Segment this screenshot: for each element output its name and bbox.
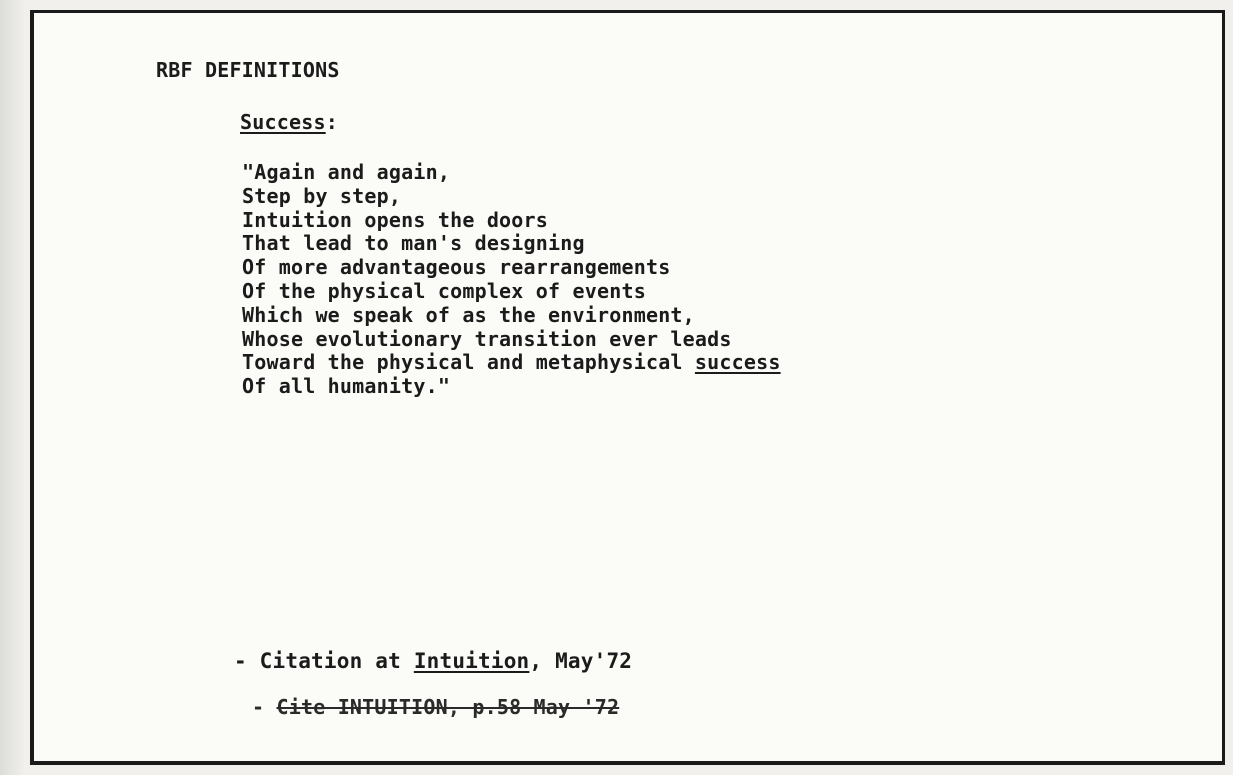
quote-line: Of all humanity."	[242, 374, 451, 399]
quote-line-text: Toward the physical and metaphysical	[242, 350, 695, 375]
quote-line: Step by step,	[242, 183, 402, 208]
quote-line: Intuition opens the doors	[242, 207, 549, 232]
citation-work: Intuition	[413, 649, 530, 673]
quote-line: Whose evolutionary transition ever leads	[242, 326, 732, 351]
document-heading: RBF DEFINITIONS	[156, 58, 340, 82]
quote-line	[242, 351, 781, 375]
term-title	[240, 110, 338, 134]
citation-line	[234, 649, 632, 673]
definition-card	[30, 10, 1225, 765]
term-suffix: :	[325, 110, 338, 134]
citation-prefix: - Citation at	[234, 649, 414, 673]
quote-line: Of more advantageous rearrangements	[242, 255, 671, 280]
quote-emphasis: success	[694, 350, 781, 375]
struck-prefix: -	[252, 695, 277, 719]
quote-line: "Again and again,	[242, 160, 451, 184]
quote-line: Which we speak of as the environment,	[242, 302, 695, 327]
quote-line: That lead to man's designing	[242, 231, 585, 256]
struck-citation-line	[252, 695, 619, 719]
scan-edge	[0, 0, 24, 775]
struck-text: Cite INTUITION, p.58 May '72	[276, 695, 620, 719]
term-label: Success	[240, 110, 326, 134]
citation-suffix: , May'72	[529, 649, 633, 673]
quote-block	[242, 161, 781, 399]
quote-line: Of the physical complex of events	[242, 278, 646, 303]
